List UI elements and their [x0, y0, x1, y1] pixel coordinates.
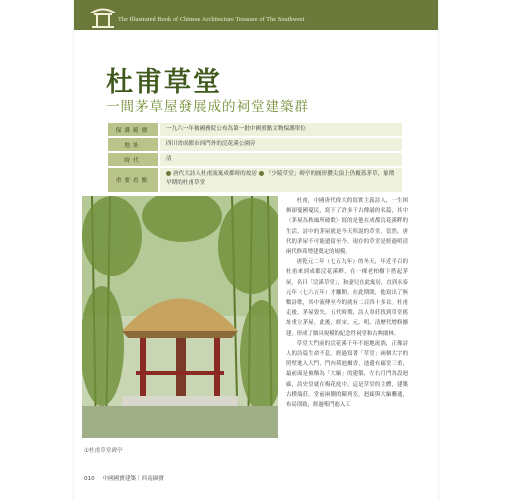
info-label: 保護範圍: [108, 123, 158, 136]
pavilion-icon: [88, 4, 118, 28]
info-value: 四川省成都市西門外的浣花溪公園旁: [160, 138, 402, 151]
info-value: 清: [160, 153, 402, 166]
bullet-icon: [259, 171, 264, 176]
body-text: [286, 196, 408, 410]
info-label: 地址: [108, 138, 158, 151]
page-footer: [84, 474, 164, 482]
page-number: 010: [84, 476, 95, 482]
photo-caption: ①杜甫草堂碑亭: [84, 448, 123, 454]
paragraph: 草堂大門前的浣花溪千年不絕地流淌，正像詩人的詩篇生命不息。經過寫著「草堂」兩個大字的照壁進入大門，門內荷池爾香，池邊有廊堂三重，最前面是被稱為「大廨」的建築，左右月門各設迴廊，詩史堂就在梅花庭中，這是草堂的主體，建築古樸端莊。堂前兩側的陳列室，迴廊與大廨聯通，布局別致，經過柴門進入工: [286, 340, 408, 409]
info-label: 時代: [108, 153, 158, 166]
info-row-protection: [108, 123, 402, 136]
highlight-b: 「少陵草堂」碑亭的圓形攢尖頂上仍覆蓋茅草，象徵早期的杜甫草堂: [166, 171, 395, 186]
info-row-highlights: [108, 168, 402, 192]
info-row-era: [108, 153, 402, 166]
info-table: [108, 123, 402, 194]
header-band: [74, 0, 438, 30]
info-label: 重要看點: [108, 168, 158, 192]
book-title: 中國國寶建築｜西南撷寶: [102, 476, 165, 482]
paragraph: 杜甫，中國唐代偉大的寫實主義詩人，一生困頓卻憂國憂民，寫下了許多千古傳誦的名篇，其中〈茅屋為秋風所破歌〉寫的是他在成都浣花溪畔的生活，詩中的茅屋就是今天所說的草堂。當然，唐代的茅屋不可能遺留至今，現存的草堂是經過明清兩代修葺增建奠定的規模。: [286, 198, 408, 256]
pavilion-photo: [82, 196, 278, 438]
info-value: [160, 168, 402, 192]
page-title: 杜甫草堂: [106, 67, 222, 98]
series-title: The Illustrated Book of Chinese Architecture Treasure of The Southwest: [118, 16, 305, 23]
highlight-a: 唐代大詩人杜甫流寓成都時的故居: [173, 171, 257, 177]
book-page: [74, 0, 438, 500]
info-value: 一九六一年被國務院公布為第一批中國重點文物保護單位: [160, 123, 402, 136]
info-row-address: [108, 138, 402, 151]
page-subtitle: 一間茅草屋發展成的祠堂建築群: [106, 99, 309, 115]
paragraph: 唐乾元二年（七五九年）的冬天，年近半百的杜甫來到成都浣花溪畔，在一棵老柏樹下搭起茅屋，名曰「浣溪草堂」，和妻兒在此寓居，直到永泰元年（七六五年）才離開。在此期間，他寫出了無數詩歌，其中流傳至今的就有二百四十多首。杜甫走後，茅屋毀失。五代時期，詩人韋莊找到草堂舊址重立茅屋。此後，經宋、元、明、清歷代增修擴建，形成了頗具規模的紀念性祠堂和古典園林。: [286, 259, 408, 337]
bullet-icon: [166, 171, 171, 176]
